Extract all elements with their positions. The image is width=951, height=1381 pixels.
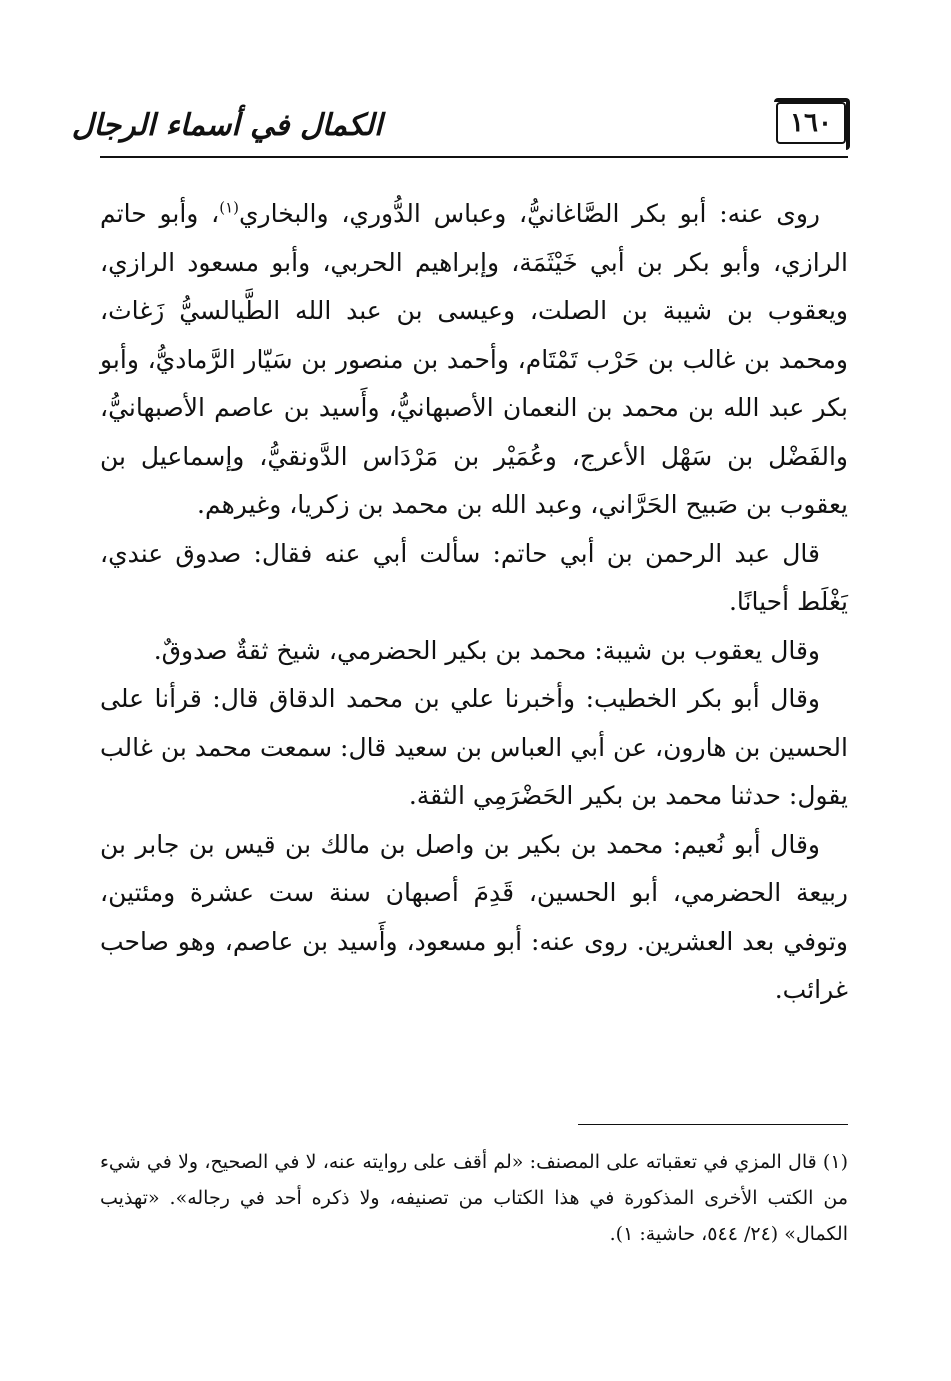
paragraph-text: روى عنه: أبو بكر الصَّاغانيُّ، وعباس الدُّوري، والبخاري [238,199,820,228]
page-number: ١٦٠ [776,102,846,144]
running-title: الكمال في أسماء الرجال [71,107,383,143]
paragraph-khatib: وقال أبو بكر الخطيب: وأخبرنا علي بن محمد الدقاق قال: قرأنا على الحسين بن هارون، عن أبي العباس بن سعيد قال: سمعت محمد بن غالب يقول: حدثنا محمد بن بكير الحَضْرَمِي الثقة. [100,684,848,810]
paragraph-abu-nuaym: وقال أبو نُعيم: محمد بن بكير بن واصل بن مالك بن قيس بن جابر بن ربيعة الحضرمي، أبو الحسين، قَدِمَ أصبهان سنة ست عشرة ومئتين، وتوفي بعد العشرين. روى عنه: أبو مسعود، وأَسيد بن عاصم، وهو صاحب غرائب. [100,829,848,1004]
footnote: (١) قال المزي في تعقباته على المصنف: «لم أقف على روايته عنه، لا في الصحيح، ولا في شيء من الكتب الأخرى المذكورة في هذا الكتاب من تصنيفه، ولا ذكره أحد في رجاله». «تهذيب الكمال» (٢٤/ ٥٤٤، حاشية: ١). [100,1151,848,1245]
footnote-marker: (١) [219,198,239,217]
paragraph-narrators [100,190,848,530]
paragraph-yaqub: وقال يعقوب بن شيبة: محمد بن بكير الحضرمي، شيخ ثقةٌ صدوقٌ. [153,635,820,665]
main-text [100,190,848,1015]
page-header [71,96,848,158]
footnote-rule [578,1124,848,1125]
header-rule [100,156,848,158]
paragraph-ibn-abi-hatim: قال عبد الرحمن بن أبي حاتم: سألت أبي عنه فقال: صدوق عندي، يَغْلَط أحيانًا. [100,538,848,616]
paragraph-text-continued: ، وأبو حاتم الرازي، وأبو بكر بن أبي خَيْثَمَة، وإبراهيم الحربي، وأبو مسعود الرازي، ويعقوب بن شيبة بن الصلت، وعيسى بن عبد الله الطَّيالسيُّ زَغاث، ومحمد بن غالب بن حَرْب تَمْتَام، وأحمد بن منصور بن سَيّار الرَّماديُّ، وأبو بكر عبد الله بن محمد بن النعمان الأصبهانيُّ، وأَسيد بن عاصم الأصبهانيُّ، والفَضْل بن سَهْل الأعرج، وعُمَيْر بن مَرْدَاس الدَّونقيُّ، وإسماعيل بن يعقوب بن صَبيح الحَرَّاني، وعبد الله بن محمد بن زكريا، وغيرهم. [100,199,848,519]
